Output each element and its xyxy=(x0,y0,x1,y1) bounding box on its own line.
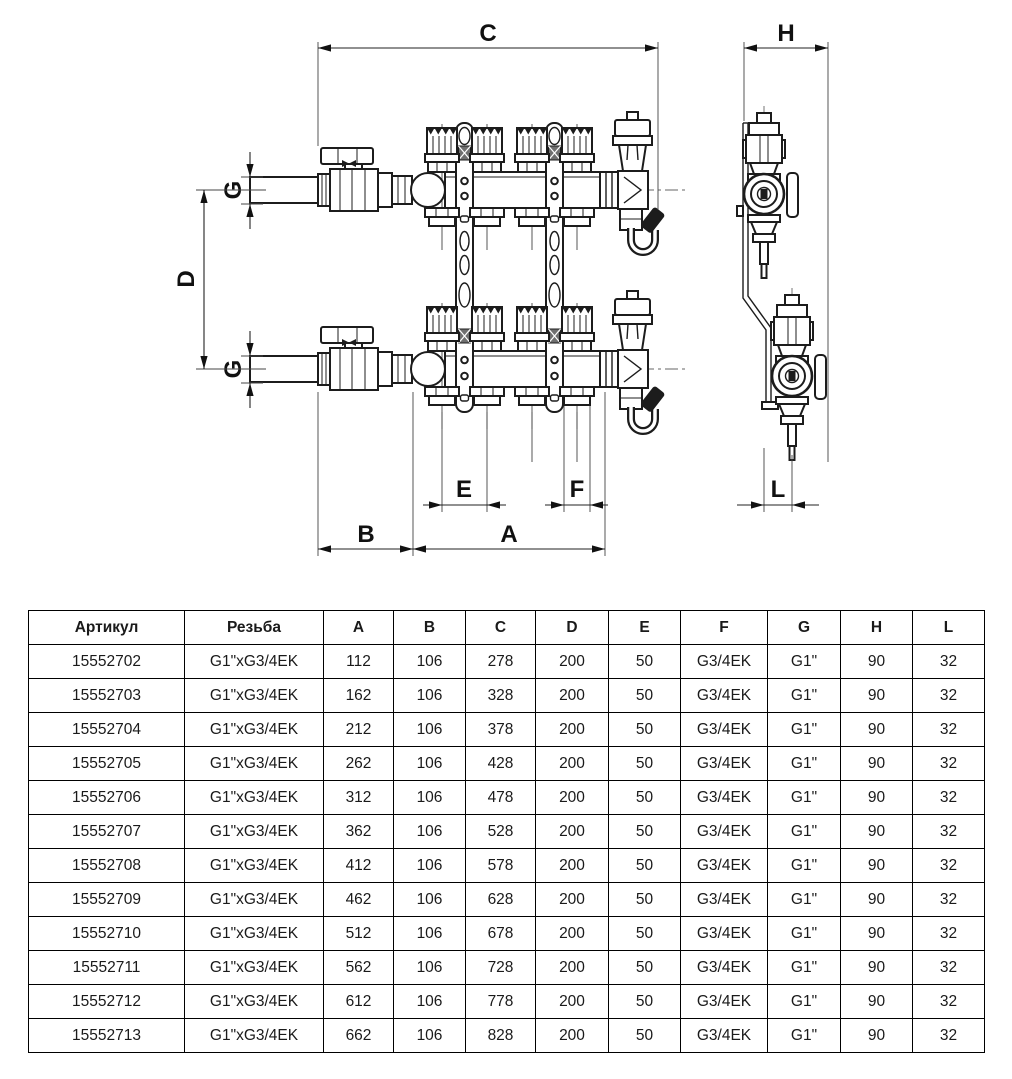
table-cell: 478 xyxy=(466,781,536,815)
dimensions xyxy=(173,20,828,556)
table-cell: 15552713 xyxy=(29,1019,185,1053)
table-cell: 106 xyxy=(394,985,466,1019)
column-header: C xyxy=(466,611,536,645)
table-cell: 678 xyxy=(466,917,536,951)
table-cell: 90 xyxy=(841,747,913,781)
table-cell: G3/4EK xyxy=(681,747,768,781)
table-cell: 512 xyxy=(324,917,394,951)
table-cell: 106 xyxy=(394,951,466,985)
table-cell: G1"xG3/4EK xyxy=(185,951,324,985)
dim-label-e: E xyxy=(455,476,473,503)
table-cell: 90 xyxy=(841,1019,913,1053)
column-header: L xyxy=(913,611,985,645)
table-cell: 32 xyxy=(913,883,985,917)
table-cell: 612 xyxy=(324,985,394,1019)
table-cell: 50 xyxy=(609,713,681,747)
table-cell: 200 xyxy=(536,951,609,985)
column-header: Артикул xyxy=(29,611,185,645)
table-cell: 662 xyxy=(324,1019,394,1053)
table-cell: 90 xyxy=(841,679,913,713)
table-cell: G1"xG3/4EK xyxy=(185,849,324,883)
table-cell: 200 xyxy=(536,747,609,781)
table-cell: 32 xyxy=(913,645,985,679)
table-cell: G3/4EK xyxy=(681,815,768,849)
table-cell: 15552704 xyxy=(29,713,185,747)
table-cell: 50 xyxy=(609,645,681,679)
table-cell: 32 xyxy=(913,781,985,815)
table-cell: 200 xyxy=(536,849,609,883)
table-cell: G3/4EK xyxy=(681,679,768,713)
table-cell: G1" xyxy=(768,917,841,951)
table-cell: G1" xyxy=(768,747,841,781)
table-cell: 32 xyxy=(913,815,985,849)
table-cell: 32 xyxy=(913,951,985,985)
table-cell: 90 xyxy=(841,815,913,849)
table-cell: 32 xyxy=(913,713,985,747)
table-cell: G1"xG3/4EK xyxy=(185,645,324,679)
table-row xyxy=(29,679,985,713)
dim-label-h: H xyxy=(777,20,795,47)
column-header: E xyxy=(609,611,681,645)
front-view xyxy=(233,112,686,431)
table-cell: 15552702 xyxy=(29,645,185,679)
table-cell: 428 xyxy=(466,747,536,781)
table-row xyxy=(29,951,985,985)
table-cell: 378 xyxy=(466,713,536,747)
side-view xyxy=(737,106,826,460)
table-cell: 528 xyxy=(466,815,536,849)
table-cell: 312 xyxy=(324,781,394,815)
table-cell: 828 xyxy=(466,1019,536,1053)
table-cell: 200 xyxy=(536,679,609,713)
table-cell: G3/4EK xyxy=(681,985,768,1019)
dim-label-f: F xyxy=(569,476,585,503)
table-cell: G1"xG3/4EK xyxy=(185,917,324,951)
table-cell: 90 xyxy=(841,645,913,679)
table-cell: 162 xyxy=(324,679,394,713)
table-cell: 106 xyxy=(394,713,466,747)
dim-label-a: A xyxy=(500,521,518,548)
table-cell: 15552712 xyxy=(29,985,185,1019)
table-cell: 15552708 xyxy=(29,849,185,883)
table-row xyxy=(29,713,985,747)
table-cell: 50 xyxy=(609,747,681,781)
table-cell: 106 xyxy=(394,645,466,679)
table-cell: G1" xyxy=(768,679,841,713)
table-cell: 200 xyxy=(536,815,609,849)
table-cell: 50 xyxy=(609,917,681,951)
table-cell: 90 xyxy=(841,917,913,951)
table-cell: 106 xyxy=(394,815,466,849)
table-cell: G1"xG3/4EK xyxy=(185,985,324,1019)
table-cell: 362 xyxy=(324,815,394,849)
side-lower-valve xyxy=(771,288,826,460)
table-cell: 200 xyxy=(536,883,609,917)
table-cell: G1" xyxy=(768,713,841,747)
dim-label-g-bottom: G xyxy=(220,359,247,379)
column-header: H xyxy=(841,611,913,645)
column-header: B xyxy=(394,611,466,645)
table-cell: 15552706 xyxy=(29,781,185,815)
dim-label-c: C xyxy=(479,20,497,47)
column-header: F xyxy=(681,611,768,645)
table-cell: G3/4EK xyxy=(681,781,768,815)
table-row xyxy=(29,645,985,679)
table-cell: 106 xyxy=(394,883,466,917)
table-cell: 90 xyxy=(841,713,913,747)
table-cell: G3/4EK xyxy=(681,849,768,883)
table-cell: 15552710 xyxy=(29,917,185,951)
table-cell: 262 xyxy=(324,747,394,781)
table-row xyxy=(29,883,985,917)
table-cell: 628 xyxy=(466,883,536,917)
table-cell: 32 xyxy=(913,985,985,1019)
column-header: A xyxy=(324,611,394,645)
table-cell: 106 xyxy=(394,849,466,883)
table-cell: 50 xyxy=(609,985,681,1019)
table-cell: 90 xyxy=(841,781,913,815)
table-cell: 32 xyxy=(913,1019,985,1053)
table-cell: 50 xyxy=(609,883,681,917)
table-cell: 90 xyxy=(841,985,913,1019)
table-cell: G1"xG3/4EK xyxy=(185,747,324,781)
dim-label-b: B xyxy=(357,521,375,548)
table-cell: G3/4EK xyxy=(681,645,768,679)
table-cell: 106 xyxy=(394,679,466,713)
table-row xyxy=(29,815,985,849)
table-cell: G1"xG3/4EK xyxy=(185,883,324,917)
table-row xyxy=(29,1019,985,1053)
table-cell: 32 xyxy=(913,747,985,781)
table-cell: 278 xyxy=(466,645,536,679)
table-cell: G1"xG3/4EK xyxy=(185,815,324,849)
table-cell: 15552703 xyxy=(29,679,185,713)
table-row xyxy=(29,849,985,883)
table-cell: 200 xyxy=(536,917,609,951)
column-header: Резьба xyxy=(185,611,324,645)
table-cell: 50 xyxy=(609,951,681,985)
table-cell: 90 xyxy=(841,883,913,917)
table-cell: 32 xyxy=(913,849,985,883)
table-cell: 50 xyxy=(609,1019,681,1053)
table-row xyxy=(29,781,985,815)
dim-label-l: L xyxy=(770,476,786,503)
spec-table-header-row xyxy=(29,611,985,645)
table-cell: 562 xyxy=(324,951,394,985)
table-cell: G1" xyxy=(768,951,841,985)
table-cell: 15552707 xyxy=(29,815,185,849)
table-cell: 778 xyxy=(466,985,536,1019)
table-cell: 412 xyxy=(324,849,394,883)
table-cell: 212 xyxy=(324,713,394,747)
column-header: G xyxy=(768,611,841,645)
table-cell: 50 xyxy=(609,815,681,849)
table-cell: 32 xyxy=(913,917,985,951)
table-cell: 15552709 xyxy=(29,883,185,917)
dim-label-g-top: G xyxy=(220,180,247,200)
table-cell: 15552711 xyxy=(29,951,185,985)
table-cell: 200 xyxy=(536,1019,609,1053)
table-cell: G1" xyxy=(768,985,841,1019)
table-cell: G1"xG3/4EK xyxy=(185,1019,324,1053)
table-cell: 200 xyxy=(536,985,609,1019)
table-cell: 328 xyxy=(466,679,536,713)
table-cell: 106 xyxy=(394,747,466,781)
spec-table-section xyxy=(28,610,1012,1053)
table-cell: G1"xG3/4EK xyxy=(185,713,324,747)
table-cell: G3/4EK xyxy=(681,883,768,917)
table-cell: G1" xyxy=(768,849,841,883)
table-cell: 90 xyxy=(841,951,913,985)
table-cell: 106 xyxy=(394,1019,466,1053)
table-cell: 50 xyxy=(609,679,681,713)
side-upper-valve xyxy=(743,106,798,278)
table-cell: 200 xyxy=(536,645,609,679)
spec-table-body xyxy=(29,645,985,1053)
table-cell: 106 xyxy=(394,781,466,815)
spec-table xyxy=(28,610,985,1053)
table-cell: 90 xyxy=(841,849,913,883)
table-cell: 50 xyxy=(609,781,681,815)
table-cell: 50 xyxy=(609,849,681,883)
table-row xyxy=(29,985,985,1019)
table-cell: 112 xyxy=(324,645,394,679)
table-cell: G1" xyxy=(768,883,841,917)
table-cell: G3/4EK xyxy=(681,917,768,951)
table-cell: G3/4EK xyxy=(681,1019,768,1053)
table-cell: 200 xyxy=(536,781,609,815)
table-row xyxy=(29,917,985,951)
table-cell: 578 xyxy=(466,849,536,883)
table-cell: 15552705 xyxy=(29,747,185,781)
table-cell: G1"xG3/4EK xyxy=(185,679,324,713)
table-cell: G3/4EK xyxy=(681,951,768,985)
table-cell: G1" xyxy=(768,815,841,849)
table-cell: G1" xyxy=(768,1019,841,1053)
dim-label-d: D xyxy=(173,270,200,288)
table-row xyxy=(29,747,985,781)
column-header: D xyxy=(536,611,609,645)
table-cell: 200 xyxy=(536,713,609,747)
table-cell: G1" xyxy=(768,645,841,679)
table-cell: G1"xG3/4EK xyxy=(185,781,324,815)
table-cell: G3/4EK xyxy=(681,713,768,747)
table-cell: 728 xyxy=(466,951,536,985)
table-cell: 32 xyxy=(913,679,985,713)
table-cell: G1" xyxy=(768,781,841,815)
table-cell: 106 xyxy=(394,917,466,951)
table-cell: 462 xyxy=(324,883,394,917)
